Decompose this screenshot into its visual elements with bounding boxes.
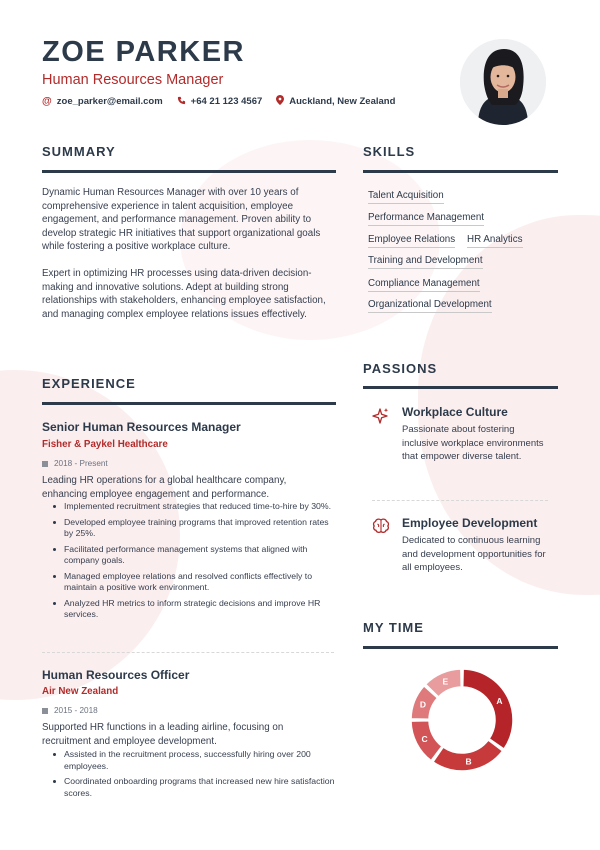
skill-tag: HR Analytics — [467, 234, 523, 248]
skills-divider — [363, 170, 558, 173]
passion-description: Passionate about fostering inclusive workplace environments that empower diverse talent. — [402, 424, 544, 462]
contact-location — [276, 95, 395, 108]
calendar-icon — [42, 461, 48, 467]
job-bullets — [42, 749, 338, 803]
location-text: Auckland, New Zealand — [289, 96, 396, 107]
date-range: 2015 - 2018 — [54, 706, 98, 715]
list-item: Implemented recruitment strategies that reduced time-to-hire by 30%. — [42, 501, 338, 513]
donut-label-b: B — [465, 756, 472, 767]
job-dates — [42, 459, 108, 468]
email-text: zoe_parker@email.com — [56, 96, 163, 107]
name-heading: ZOE PARKER — [42, 36, 245, 68]
passion-title: Workplace Culture — [402, 405, 508, 419]
job-role: Human Resources Manager — [42, 72, 224, 88]
passions-divider — [363, 386, 558, 389]
skill-tag: Training and Development — [368, 255, 483, 269]
list-item: Developed employee training programs that improved retention rates by 25%. — [42, 517, 338, 540]
donut-label-d: D — [419, 699, 427, 710]
summary-paragraph-2: Expert in optimizing HR processes using data-driven decision-making and innovative solutions. Adept at building strong relationships with stakeholders, enhancing employee satisfaction, and managing complex employee relations issues effectively. — [42, 268, 326, 320]
donut-label-e: E — [442, 676, 449, 687]
skill-tag: Talent Acquisition — [368, 190, 444, 204]
brain-icon — [372, 517, 390, 535]
company-name: Fisher & Paykel Healthcare — [42, 439, 168, 450]
contact-phone[interactable] — [177, 95, 263, 108]
phone-icon — [177, 96, 186, 108]
job-title: Senior Human Resources Manager — [42, 420, 241, 434]
passion-description: Dedicated to continuous learning and development opportunities for all employees. — [402, 535, 546, 573]
summary-divider — [42, 170, 336, 173]
list-item: Managed employee relations and resolved conflicts effectively to maintain a positive work environment. — [42, 571, 338, 594]
my-time-donut-chart — [402, 660, 522, 780]
experience-divider — [42, 402, 336, 405]
passions-heading: PASSIONS — [363, 361, 438, 376]
job-bullets — [42, 501, 338, 625]
my-time-heading: MY TIME — [363, 620, 424, 635]
calendar-icon — [42, 708, 48, 714]
summary-paragraph-1: Dynamic Human Resources Manager with over 10 years of comprehensive experience in talent acquisition, employee engagement, and performance management. Proven ability to develop strategic HR initiatives that support organizational goals while fostering a positive workplace culture. — [42, 187, 321, 252]
skill-tag: Compliance Management — [368, 278, 480, 292]
donut-label-c: C — [421, 734, 428, 745]
donut-label-a: A — [496, 695, 503, 706]
list-item: Assisted in the recruitment process, successfully hiring over 200 employees. — [42, 749, 338, 772]
at-icon: @ — [42, 96, 52, 107]
passion-separator — [372, 500, 548, 501]
sparkle-icon — [372, 407, 390, 425]
passion-title: Employee Development — [402, 516, 538, 530]
job-summary: Supported HR functions in a leading airline, focusing on recruitment and employee development. — [42, 722, 284, 747]
profile-photo — [460, 39, 546, 125]
list-item: Analyzed HR metrics to inform strategic decisions and improve HR services. — [42, 598, 338, 621]
job-dates — [42, 706, 98, 715]
job-title: Human Resources Officer — [42, 668, 190, 682]
location-pin-icon — [276, 95, 284, 108]
list-item: Facilitated performance management systems that aligned with company goals. — [42, 544, 338, 567]
experience-heading: EXPERIENCE — [42, 376, 136, 391]
my-time-divider — [363, 646, 558, 649]
job-summary: Leading HR operations for a global healthcare company, enhancing employee engagement and performance. — [42, 475, 287, 500]
donut-slice-a — [463, 669, 513, 749]
skill-tag: Employee Relations — [368, 234, 455, 248]
phone-text: +64 21 123 4567 — [190, 96, 263, 107]
skill-tag: Performance Management — [368, 212, 484, 226]
company-name: Air New Zealand — [42, 686, 119, 697]
summary-heading: SUMMARY — [42, 144, 116, 159]
list-item: Coordinated onboarding programs that increased new hire satisfaction scores. — [42, 776, 338, 799]
date-range: 2018 - Present — [54, 459, 108, 468]
job-separator — [42, 652, 334, 653]
contact-email[interactable] — [42, 95, 163, 108]
skill-tag: Organizational Development — [368, 299, 492, 313]
skills-heading: SKILLS — [363, 144, 416, 159]
contact-bar — [42, 95, 409, 108]
